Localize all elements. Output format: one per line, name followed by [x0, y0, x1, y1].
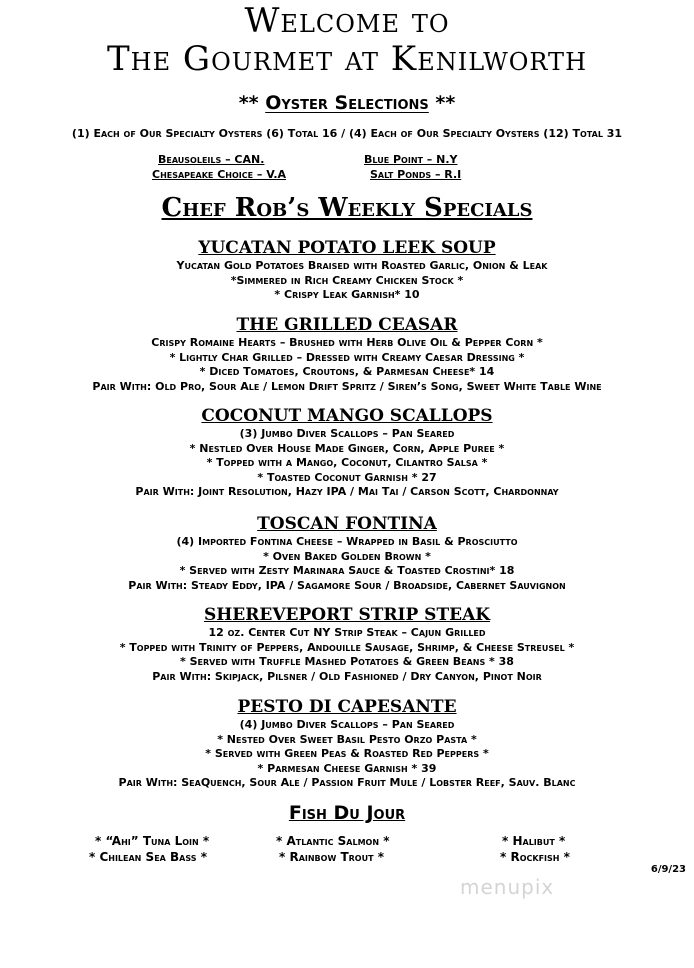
dish-line: (4) Jumbo Diver Scallops – Pan Seared — [239, 718, 455, 731]
dish-line: * Oven Baked Golden Brown * — [263, 549, 431, 563]
specials-heading: Chef Rob’s Weekly Specials — [161, 193, 533, 223]
fish-item: * Halibut * — [502, 834, 566, 848]
dish-line: * Served with Green Peas & Roasted Red Peppers * — [205, 747, 489, 760]
oyster-variety: Salt Ponds – R.I — [370, 168, 462, 181]
dish-name: SHEREVEPORT STRIP STEAK — [203, 605, 491, 625]
oyster-variety: Beausoleils – CAN. — [158, 153, 265, 166]
dish-name: YUCATAN POTATO LEEK SOUP — [198, 238, 496, 258]
dish-line: * Diced Tomatoes, Croutons, & Parmesan Cheese* 14 — [199, 365, 495, 378]
dish-line: Crispy Romaine Hearts – Brushed with Herb Olive Oil & Pepper Corn * — [151, 336, 543, 349]
header-line-2: The Gourmet at Kenilworth — [107, 39, 587, 79]
fish-item: * Atlantic Salmon * — [276, 834, 390, 848]
fish-item: * “Ahi” Tuna Loin * — [95, 834, 210, 848]
oyster-variety: Blue Point – N.Y — [364, 153, 458, 166]
oyster-heading-suffix: ** — [428, 92, 456, 114]
dish-name: COCONUT MANGO SCALLOPS — [201, 406, 493, 426]
dish-line: Pair With: Old Pro, Sour Ale / Lemon Drift Spritz / Siren’s Song, Sweet White Table Wine — [92, 379, 602, 393]
dish-section — [0, 605, 694, 684]
dish-section — [0, 514, 694, 593]
dish-line: Pair With: Skipjack, Pilsner / Old Fashioned / Dry Canyon, Pinot Noir — [152, 669, 542, 683]
fish-item: * Rockfish * — [500, 850, 570, 864]
dish-line: * Parmesan Cheese Garnish * 39 — [257, 761, 437, 775]
oyster-heading-prefix: ** — [238, 92, 266, 114]
dish-line: Pair With: Steady Eddy, IPA / Sagamore Sour / Broadside, Cabernet Sauvignon — [128, 578, 566, 592]
oyster-pricing: (1) Each of Our Specialty Oysters (6) Total 16 / (4) Each of Our Specialty Oysters (12) Total 31 — [71, 127, 623, 140]
dish-line: * Topped with Trinity of Peppers, Andouille Sausage, Shrimp, & Cheese Streusel * — [119, 640, 575, 654]
dish-name: THE GRILLED CEASAR — [236, 315, 458, 335]
dish-name: PESTO DI CAPESANTE — [237, 697, 457, 717]
menu-date: 6/9/23 — [650, 864, 686, 875]
oyster-variety: Chesapeake Choice – V.A — [152, 168, 287, 181]
dish-line: 12 oz. Center Cut NY Strip Steak – Cajun Grilled — [208, 626, 486, 639]
dish-section — [0, 406, 694, 500]
fish-heading: Fish Du Jour — [288, 802, 406, 824]
dish-line: * Crispy Leak Garnish* 10 — [274, 288, 420, 301]
watermark: menupix — [460, 875, 555, 899]
dish-section — [0, 697, 694, 791]
fish-item: * Chilean Sea Bass * — [89, 850, 207, 864]
dish-line: * Served with Zesty Marinara Sauce & Toasted Crostini* 18 — [179, 564, 515, 577]
oyster-heading — [0, 92, 694, 114]
oyster-heading-text: Oyster Selections — [265, 92, 429, 114]
dish-section — [0, 315, 694, 394]
dish-line: * Topped with a Mango, Coconut, Cilantro Salsa * — [206, 456, 488, 469]
dish-line: * Nested Over Sweet Basil Pesto Orzo Pasta * — [217, 732, 477, 746]
dish-line: (4) Imported Fontina Cheese – Wrapped in Basil & Prosciutto — [176, 535, 518, 548]
dish-line: * Served with Truffle Mashed Potatoes & Green Beans * 38 — [180, 655, 514, 668]
dish-line: Pair With: Joint Resolution, Hazy IPA / Mai Tai / Carson Scott, Chardonnay — [135, 485, 559, 498]
dish-line: Pair With: SeaQuench, Sour Ale / Passion Fruit Mule / Lobster Reef, Sauv. Blanc — [118, 776, 576, 789]
dish-line: (3) Jumbo Diver Scallops – Pan Seared — [239, 427, 455, 440]
dish-name: TOSCAN FONTINA — [257, 514, 437, 534]
dish-section — [0, 238, 694, 303]
dish-line: * Nestled Over House Made Ginger, Corn, Apple Puree * — [189, 441, 505, 455]
dish-line: * Lightly Char Grilled – Dressed with Creamy Caesar Dressing * — [169, 350, 525, 364]
dish-line: * Toasted Coconut Garnish * 27 — [257, 470, 437, 484]
dish-line: Yucatan Gold Potatoes Braised with Roasted Garlic, Onion & Leak — [176, 259, 548, 272]
fish-item: * Rainbow Trout * — [279, 850, 385, 864]
header-line-1: Welcome to — [244, 1, 450, 41]
dish-line: *Simmered in Rich Creamy Chicken Stock * — [230, 273, 464, 287]
